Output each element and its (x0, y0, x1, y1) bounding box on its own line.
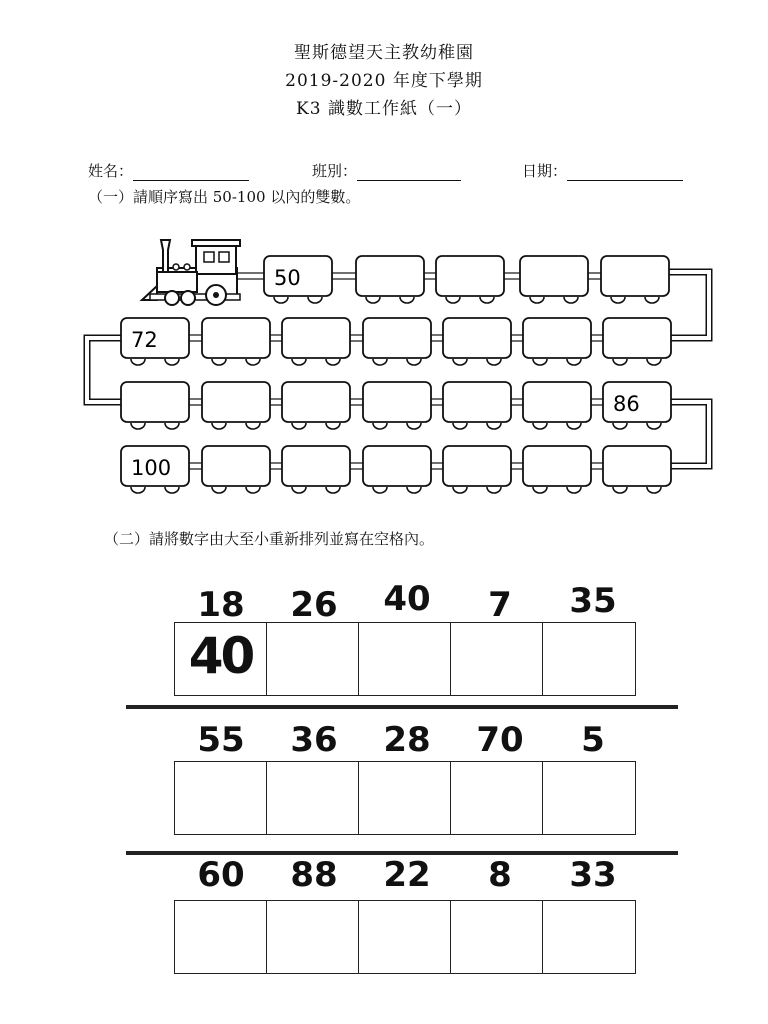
school-year: 2019-2020 年度下學期 (285, 71, 483, 91)
group3-number: 22 (383, 855, 431, 895)
answer-box[interactable] (175, 901, 267, 973)
train-car[interactable] (603, 382, 671, 429)
group2-number: 5 (581, 720, 605, 760)
train-car[interactable] (121, 382, 189, 429)
train-car[interactable] (603, 318, 671, 365)
group1-answer-boxes (174, 622, 636, 696)
train-car[interactable] (603, 446, 671, 493)
train-car[interactable] (202, 318, 270, 365)
worksheet-title: K3 識數工作紙（一） (296, 99, 472, 119)
answer-box[interactable] (359, 901, 451, 973)
divider (126, 705, 678, 709)
class-label: 班別： (312, 162, 358, 180)
train-car[interactable] (202, 446, 270, 493)
group3-number: 60 (197, 855, 245, 895)
car-number: 86 (613, 392, 640, 416)
school-name: 聖斯德望天主教幼稚園 (294, 43, 474, 63)
answer-box[interactable] (175, 623, 267, 695)
answer-box[interactable] (543, 901, 635, 973)
answer-box[interactable] (267, 762, 359, 834)
answer-box[interactable] (451, 901, 543, 973)
car-number: 72 (131, 328, 158, 352)
answer-box[interactable] (451, 762, 543, 834)
car-number: 50 (274, 266, 301, 290)
train-car[interactable] (282, 382, 350, 429)
group1-number: 26 (290, 585, 338, 625)
train-car[interactable] (363, 318, 431, 365)
train-car[interactable] (436, 256, 504, 303)
group1-number: 18 (197, 585, 245, 625)
train-car[interactable] (520, 256, 588, 303)
train-car[interactable] (202, 382, 270, 429)
group1-number: 40 (383, 579, 431, 619)
train-car[interactable] (282, 446, 350, 493)
group2-number: 70 (476, 720, 524, 760)
group2-answer-boxes (174, 761, 636, 835)
group3-answer-boxes (174, 900, 636, 974)
answer-box[interactable] (359, 623, 451, 695)
group2-number: 28 (383, 720, 431, 760)
car-number: 100 (131, 456, 172, 480)
date-label: 日期： (522, 162, 568, 180)
train-car[interactable] (121, 318, 189, 365)
section2-instruction: （二）請將數字由大至小重新排列並寫在空格內。 (104, 530, 435, 548)
train-car[interactable] (523, 446, 591, 493)
answer-box[interactable] (267, 623, 359, 695)
train-car[interactable] (523, 382, 591, 429)
train-car[interactable] (264, 256, 332, 303)
group1-number: 7 (488, 585, 512, 625)
group3-numbers (175, 855, 640, 901)
group2-number: 36 (290, 720, 338, 760)
train-car[interactable] (121, 446, 189, 493)
answer-box[interactable] (359, 762, 451, 834)
train-car[interactable] (443, 382, 511, 429)
train-car[interactable] (443, 318, 511, 365)
group3-number: 33 (569, 855, 617, 895)
group3-number: 8 (488, 855, 512, 895)
group1-number: 35 (569, 581, 617, 621)
train-car[interactable] (523, 318, 591, 365)
answer-value: 40 (188, 627, 253, 685)
train-car[interactable] (363, 446, 431, 493)
answer-box[interactable] (175, 762, 267, 834)
group3-number: 88 (290, 855, 338, 895)
train-car[interactable] (363, 382, 431, 429)
train-car[interactable] (443, 446, 511, 493)
section1-instruction: （一）請順序寫出 50-100 以內的雙數。 (88, 188, 361, 206)
answer-box[interactable] (267, 901, 359, 973)
train-car[interactable] (282, 318, 350, 365)
answer-box[interactable] (543, 623, 635, 695)
group2-numbers (175, 720, 640, 766)
name-label: 姓名： (88, 162, 134, 180)
train-car[interactable] (601, 256, 669, 303)
answer-box[interactable] (543, 762, 635, 834)
group2-number: 55 (197, 720, 245, 760)
train-engine-icon (142, 240, 240, 305)
train-car[interactable] (356, 256, 424, 303)
answer-box[interactable] (451, 623, 543, 695)
